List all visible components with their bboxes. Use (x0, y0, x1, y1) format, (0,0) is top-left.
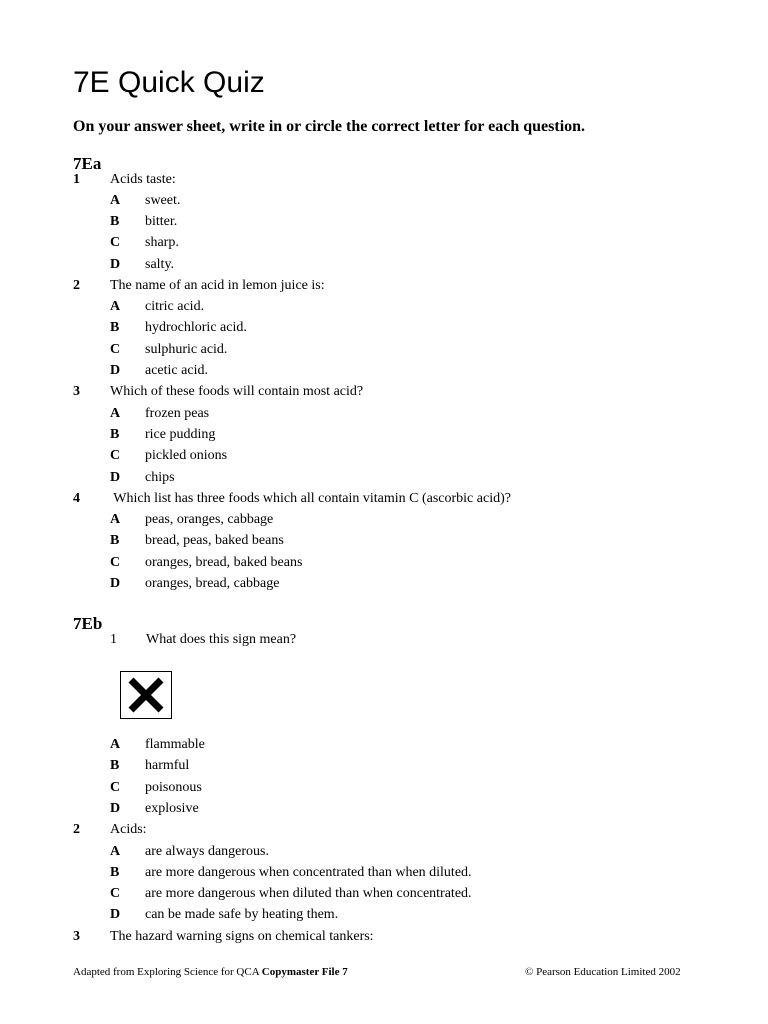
option-text: can be made safe by heating them. (145, 907, 339, 922)
question-text: The hazard warning signs on chemical tankers: (110, 929, 374, 944)
option-text: harmful (145, 758, 190, 773)
option-letter: A (110, 737, 121, 752)
question-number: 3 (73, 384, 80, 399)
option-text: sweet. (145, 193, 181, 208)
option-letter: D (110, 470, 121, 485)
option-letter: B (110, 533, 120, 548)
option-text: explosive (145, 801, 199, 816)
option-letter: C (110, 780, 121, 795)
option-text: flammable (145, 737, 205, 752)
option-letter: C (110, 448, 121, 463)
option-letter: B (110, 865, 120, 880)
question-text: Which of these foods will contain most acid? (110, 384, 364, 399)
option-text: citric acid. (145, 299, 205, 314)
option-text: bitter. (145, 214, 178, 229)
footer-source (73, 966, 348, 978)
option-text: oranges, bread, cabbage (145, 576, 280, 591)
option-text: rice pudding (145, 427, 216, 442)
footer-source-file: Copymaster File 7 (261, 966, 348, 978)
question-number: 4 (73, 491, 80, 506)
option-text: hydrochloric acid. (145, 320, 247, 335)
option-text: chips (145, 470, 175, 485)
question-text: Which list has three foods which all contain vitamin C (ascorbic acid)? (110, 491, 511, 506)
option-text: frozen peas (145, 406, 210, 421)
question-text: Acids: (110, 822, 147, 837)
option-text: acetic acid. (145, 363, 208, 378)
question-text: Acids taste: (110, 172, 176, 187)
option-letter: C (110, 886, 121, 901)
option-letter: A (110, 406, 121, 421)
option-text: oranges, bread, baked beans (145, 555, 303, 570)
harmful-x-icon (121, 672, 171, 718)
option-letter: B (110, 427, 120, 442)
question-number: 2 (73, 822, 80, 837)
option-letter: D (110, 801, 121, 816)
option-text: peas, oranges, cabbage (145, 512, 274, 527)
option-text: sulphuric acid. (145, 342, 228, 357)
option-text: pickled onions (145, 448, 228, 463)
question-number: 2 (73, 278, 80, 293)
option-text: are more dangerous when concentrated than when diluted. (145, 865, 472, 880)
option-letter: C (110, 555, 121, 570)
question-number: 1 (110, 632, 117, 647)
option-letter: D (110, 257, 121, 272)
option-text: bread, peas, baked beans (145, 533, 284, 548)
question-number: 3 (73, 929, 80, 944)
hazard-sign (120, 671, 172, 719)
footer-copyright: © Pearson Education Limited 2002 (525, 966, 681, 978)
option-letter: D (110, 576, 121, 591)
footer-source-prefix: Adapted from Exploring Science for QCA (73, 966, 262, 978)
option-letter: C (110, 342, 121, 357)
section-heading-7ea: 7Ea (73, 154, 102, 173)
question-text: What does this sign mean? (146, 632, 297, 647)
option-text: poisonous (145, 780, 202, 795)
option-letter: A (110, 193, 121, 208)
option-letter: B (110, 758, 120, 773)
option-letter: C (110, 235, 121, 250)
option-text: sharp. (145, 235, 179, 250)
option-letter: A (110, 512, 121, 527)
option-letter: B (110, 214, 120, 229)
instructions: On your answer sheet, write in or circle the correct letter for each question. (73, 118, 586, 135)
option-letter: A (110, 299, 121, 314)
option-letter: A (110, 844, 121, 859)
option-text: salty. (145, 257, 175, 272)
option-text: are more dangerous when diluted than when concentrated. (145, 886, 472, 901)
question-text: The name of an acid in lemon juice is: (110, 278, 325, 293)
option-letter: D (110, 907, 121, 922)
question-number: 1 (73, 172, 80, 187)
option-text: are always dangerous. (145, 844, 270, 859)
option-letter: D (110, 363, 121, 378)
page-title: 7E Quick Quiz (73, 66, 265, 99)
section-heading-7eb: 7Eb (73, 614, 103, 633)
option-letter: B (110, 320, 120, 335)
